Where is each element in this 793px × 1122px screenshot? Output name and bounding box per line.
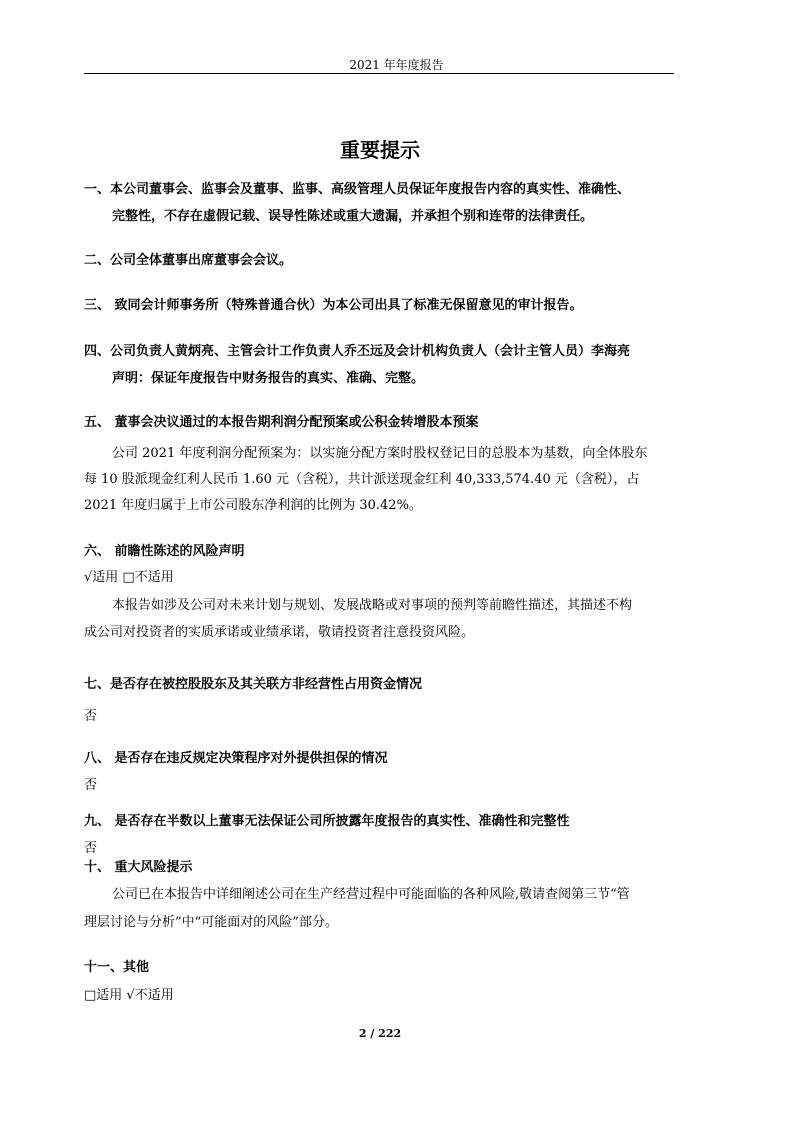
section-3: 三、 致同会计师事务所（特殊普通合伙）为本公司出具了标准无保留意见的审计报告。 <box>84 298 583 313</box>
running-header: 2021 年年度报告 <box>349 58 444 72</box>
header-divider <box>84 73 674 74</box>
section-9-heading: 九、 是否存在半数以上董事无法保证公司所披露年度报告的真实性、准确性和完整性 <box>84 814 570 829</box>
page-number: 2 / 222 <box>358 1027 402 1040</box>
section-4-line-2: 声明：保证年度报告中财务报告的真实、准确、完整。 <box>112 371 425 386</box>
section-2: 二、公司全体董事出席董事会会议。 <box>84 253 293 268</box>
page-title: 重要提示 <box>340 138 420 162</box>
section-1-line-2: 完整性，不存在虚假记载、误导性陈述或重大遗漏，并承担个别和连带的法律责任。 <box>112 209 594 224</box>
section-4-line-1: 四、公司负责人黄炳亮、主管会计工作负责人乔丕远及会计机构负责人（会计主管人员）李海亮 <box>84 344 631 359</box>
section-5-paragraph-line-3: 2021 年度归属于上市公司股东净利润的比例为 30.42%。 <box>84 498 422 513</box>
section-6-paragraph-line-1: 本报告如涉及公司对未来计划与规划、发展战略或对事项的预判等前瞻性描述，其描述不构 <box>112 598 633 613</box>
section-5-paragraph-line-1: 公司 2021 年度利润分配预案为：以实施分配方案时股权登记日的总股本为基数，向全体股东 <box>112 446 648 461</box>
section-11-heading: 十一、其他 <box>84 960 150 975</box>
section-7-answer: 否 <box>84 709 98 724</box>
section-1-line-1: 一、本公司董事会、监事会及董事、监事、高级管理人员保证年度报告内容的真实性、准确性、 <box>84 182 631 197</box>
section-6-applicability: √适用 □不适用 <box>84 570 174 585</box>
section-10-paragraph-line-1: 公司已在本报告中详细阐述公司在生产经营过程中可能面临的各种风险,敬请查阅第三节“管 <box>112 887 630 902</box>
section-7-heading: 七、是否存在被控股股东及其关联方非经营性占用资金情况 <box>84 677 423 692</box>
section-8-heading: 八、 是否存在违反规定决策程序对外提供担保的情况 <box>84 751 388 766</box>
section-5-paragraph-line-2: 每 10 股派现金红利人民币 1.60 元（含税），共计派送现金红利 40,333,574.40 元（含税），占 <box>84 472 640 487</box>
section-10-heading: 十、 重大风险提示 <box>84 860 193 875</box>
section-6-heading: 六、 前瞻性陈述的风险声明 <box>84 544 245 559</box>
section-8-answer: 否 <box>84 778 98 793</box>
section-6-paragraph-line-2: 成公司对投资者的实质承诺或业绩承诺，敬请投资者注意投资风险。 <box>84 625 475 640</box>
section-5-heading: 五、 董事会决议通过的本报告期利润分配预案或公积金转增股本预案 <box>84 415 479 430</box>
section-9-answer: 否 <box>84 841 98 856</box>
section-11-applicability: □适用 √不适用 <box>84 988 174 1003</box>
section-10-paragraph-line-2: 理层讨论与分析”中“可能面对的风险”部分。 <box>84 915 338 930</box>
